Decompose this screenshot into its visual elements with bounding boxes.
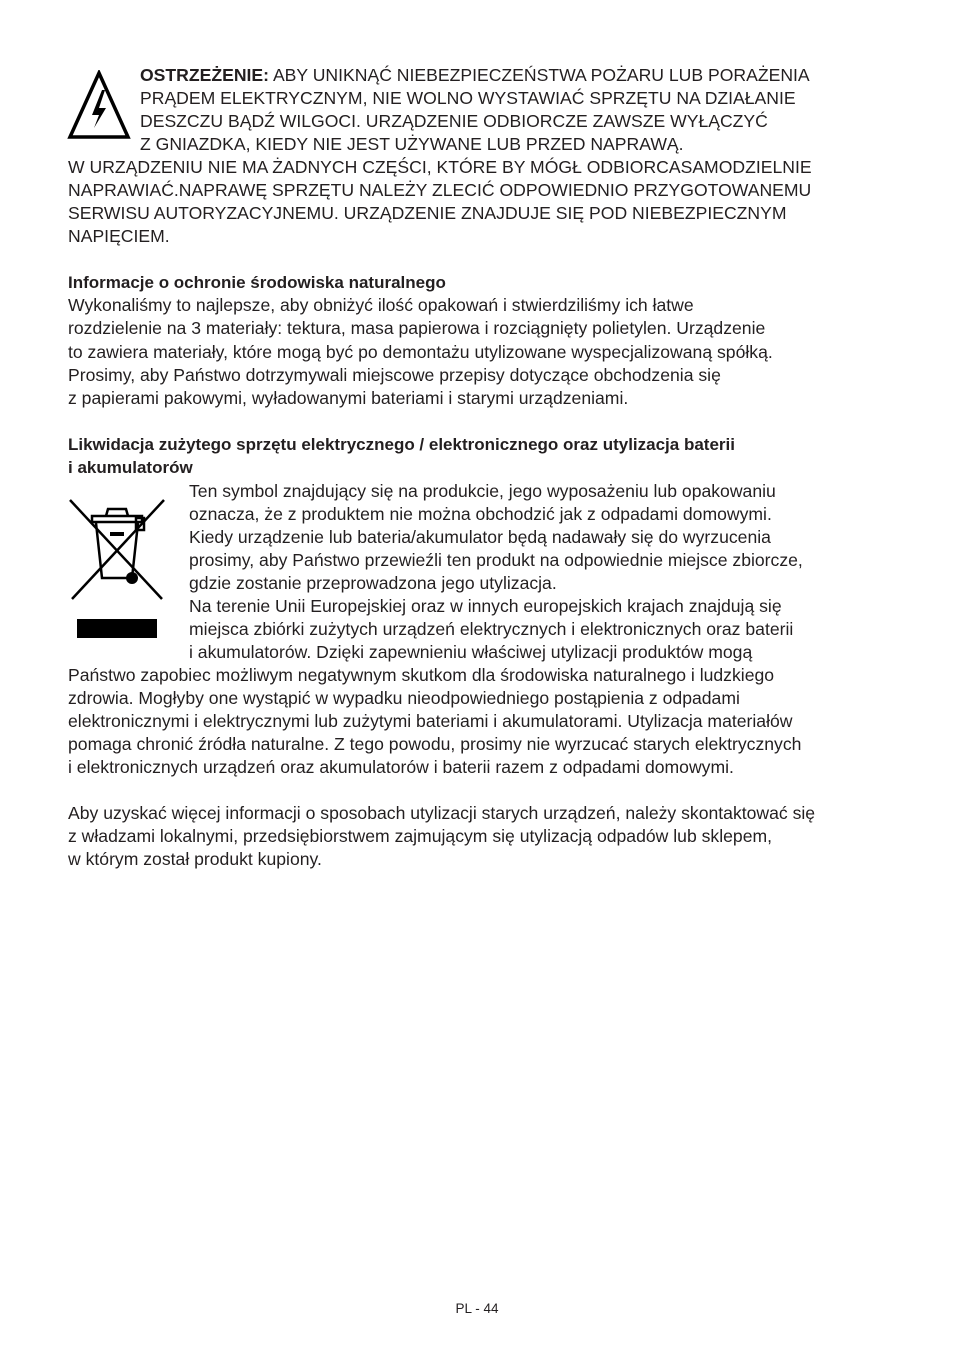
disposal-line-8: i akumulatorów. Dzięki zapewnieniu właściwej utylizacji produktów mogą [189,642,753,662]
disposal-heading-line-1: Likwidacja zużytego sprzętu elektrycznego / elektronicznego oraz utylizacja baterii [68,435,735,454]
disposal-line-13: i elektronicznych urządzeń oraz akumulatorów i baterii razem z odpadami domowymi. [68,757,734,777]
warning-line-3: DESZCZU BĄDŹ WILGOCI. URZĄDZENIE ODBIORCZE ZAWSZE WYŁĄCZYĆ [140,111,768,131]
warning-line-2: PRĄDEM ELEKTRYCZNYM, NIE WOLNO WYSTAWIAĆ SPRZĘTU NA DZIAŁANIE [140,88,796,108]
disposal-line-6: Na terenie Unii Europejskiej oraz w innych europejskich krajach znajdują się [189,596,782,616]
warning-lead: OSTRZEŻENIE: [140,65,270,85]
disposal-line-3: Kiedy urządzenie lub bateria/akumulator będą nadawały się do wyrzucenia [189,527,771,547]
warning-line-1-rest: ABY UNIKNĄĆ NIEBEZPIECZEŃSTWA POŻARU LUB PORAŻENIA [269,65,810,85]
disposal-line-5: gdzie zostanie przeprowadzona jego utylizacja. [189,573,557,593]
warning-line-6: NAPRAWIAĆ.NAPRAWĘ SPRZĘTU NALEŻY ZLECIĆ ODPOWIEDNIO PRZYGOTOWANEMU [68,180,812,200]
weee-black-bar [77,619,157,638]
disposal-line-4: prosimy, aby Państwo przewieźli ten produkt na odpowiednie miejsce zbiorcze, [189,550,803,570]
disposal-line-2: oznacza, że z produktem nie można obchodzić jak z odpadami domowymi. [189,504,772,524]
environment-heading: Informacje o ochronie środowiska naturalnego [68,273,446,292]
disposal-line-9: Państwo zapobiec możliwym negatywnym skutkom dla środowiska naturalnego i ludzkiego [68,665,775,685]
more-info-line-2: z władzami lokalnymi, przedsiębiorstwem zajmującym się utylizacją odpadów lub sklepem, [68,826,773,846]
warning-line-5: W URZĄDZENIU NIE MA ŻADNYCH CZĘŚCI, KTÓRE BY MÓGŁ ODBIORCASAMODZIELNIE [68,157,812,177]
warning-line-1 [140,64,810,87]
warning-line-8: NAPIĘCIEM. [68,226,170,246]
disposal-line-11: elektronicznymi i elektrycznymi lub zużytymi bateriami i akumulatorami. Utylizacja materiałów [68,711,793,731]
environment-line-1: Wykonaliśmy to najlepsze, aby obniżyć ilość opakowań i stwierdziliśmy ich łatwe [68,295,694,315]
environment-line-2: rozdzielenie na 3 materiały: tektura, masa papierowa i rozciągnięty polietylen. Urządzenie [68,318,766,338]
environment-line-5: z papierami pakowymi, wyładowanymi bateriami i starymi urządzeniami. [68,388,629,408]
environment-line-4: Prosimy, aby Państwo dotrzymywali miejscowe przepisy dotyczące obchodzenia się [68,365,721,385]
disposal-line-10: zdrowia. Mogłyby one wystąpić w wypadku nieodpowiedniego postąpienia z odpadami [68,688,740,708]
warning-line-7: SERWISU AUTORYZACYJNEMU. URZĄDZENIE ZNAJDUJE SIĘ POD NIEBEZPIECZNYM [68,203,787,223]
crossed-out-wheelie-bin-icon [66,496,168,602]
electric-shock-warning-icon [67,70,131,140]
page-number: PL - 44 [455,1301,499,1316]
more-info-line-1: Aby uzyskać więcej informacji o sposobach utylizacji starych urządzeń, należy skontaktować się [68,803,816,823]
disposal-line-7: miejsca zbiórki zużytych urządzeń elektrycznych i elektronicznych oraz baterii [189,619,794,639]
disposal-line-12: pomaga chronić źródła naturalne. Z tego powodu, prosimy nie wyrzucać starych elektrycznych [68,734,802,754]
warning-line-4: Z GNIAZDKA, KIEDY NIE JEST UŻYWANE LUB PRZED NAPRAWĄ. [140,134,684,154]
environment-line-3: to zawiera materiały, które mogą być po demontażu utylizowane wyspecjalizowaną spółką. [68,342,773,362]
disposal-heading-line-2: i akumulatorów [68,458,193,477]
more-info-line-3: w którym został produkt kupiony. [68,849,322,869]
disposal-line-1: Ten symbol znajdujący się na produkcie, jego wyposażeniu lub opakowaniu [189,481,776,501]
